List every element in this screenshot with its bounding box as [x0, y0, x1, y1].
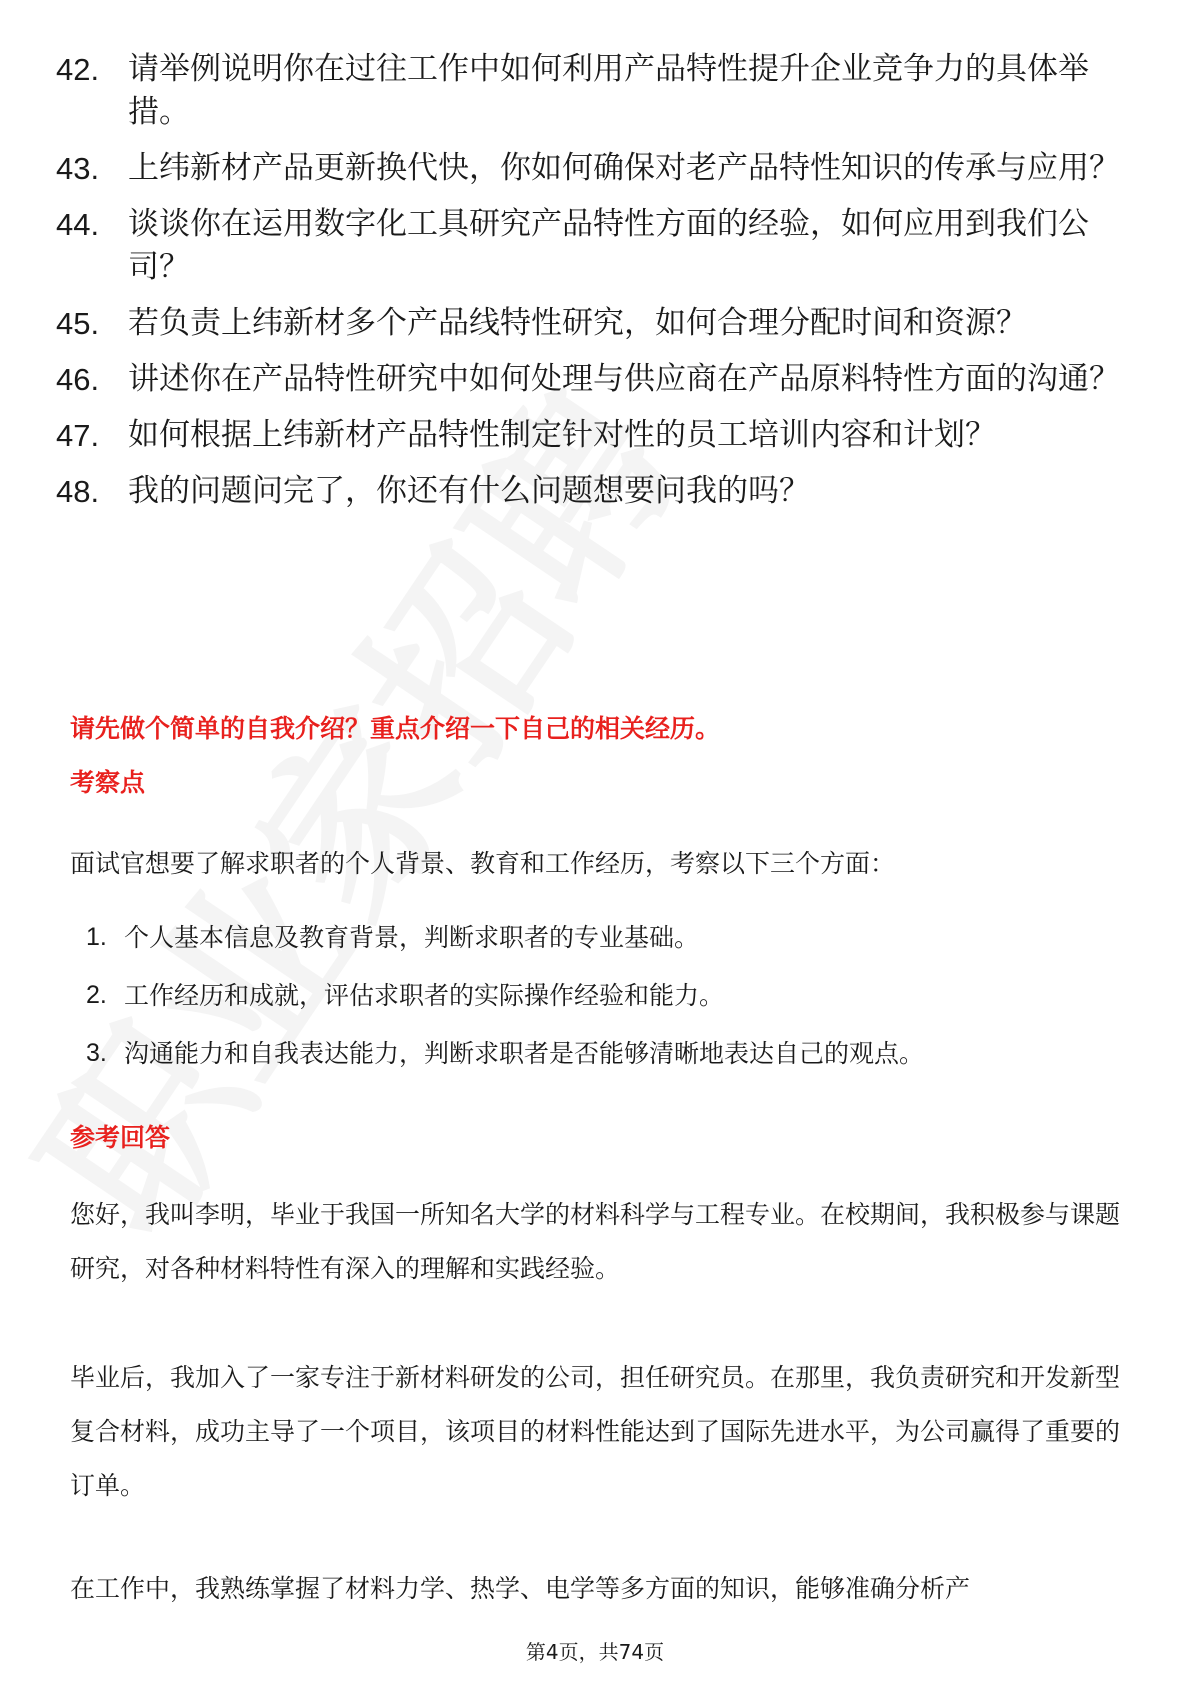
list-item-text: 沟通能力和自我表达能力，判断求职者是否能够清晰地表达自己的观点。: [124, 1039, 925, 1068]
list-item: [0, 920, 1190, 955]
list-item: [0, 1036, 1190, 1071]
question-item: [0, 414, 1190, 457]
list-item-number: 2.: [86, 981, 107, 1009]
question-text: 上纬新材产品更新换代快，你如何确保对老产品特性知识的传承与应用？: [128, 150, 1120, 186]
question-item: [0, 358, 1190, 401]
question-number: 47.: [56, 418, 100, 453]
question-item: [0, 147, 1190, 190]
question-item: [0, 470, 1190, 513]
assessment-list: [0, 920, 1190, 1094]
question-text: 谈谈你在运用数字化工具研究产品特性方面的经验，如何应用到我们公司？: [128, 206, 1089, 285]
question-number: 45.: [56, 306, 100, 341]
assessment-title: 考察点: [70, 768, 146, 797]
question-number: 44.: [56, 207, 100, 242]
page-footer: 第4页，共74页: [525, 1640, 665, 1664]
question-item: [0, 203, 1190, 289]
question-text: 请举例说明你在过往工作中如何利用产品特性提升企业竞争力的具体举措。: [128, 51, 1089, 130]
question-number: 46.: [56, 362, 100, 397]
question-item: [0, 48, 1190, 134]
question-item: [0, 302, 1190, 345]
question-number: 43.: [56, 151, 100, 186]
list-item-text: 个人基本信息及教育背景，判断求职者的专业基础。: [124, 923, 700, 952]
question-text: 如何根据上纬新材产品特性制定针对性的员工培训内容和计划？: [128, 417, 996, 453]
answer-paragraph: 您好，我叫李明，毕业于我国一所知名大学的材料科学与工程专业。在校期间，我积极参与课题研究，对各种材料特性有深入的理解和实践经验。: [70, 1200, 1121, 1283]
list-item-number: 1.: [86, 923, 107, 951]
list-item-number: 3.: [86, 1039, 107, 1067]
lead-question: 请先做个简单的自我介绍？重点介绍一下自己的相关经历。: [70, 714, 721, 743]
answer-title: 参考回答: [70, 1123, 171, 1152]
question-number: 42.: [56, 52, 100, 87]
answer-paragraph: 在工作中，我熟练掌握了材料力学、热学、电学等多方面的知识，能够准确分析产: [70, 1574, 971, 1603]
assessment-intro: 面试官想要了解求职者的个人背景、教育和工作经历，考察以下三个方面：: [70, 849, 896, 878]
question-text: 讲述你在产品特性研究中如何处理与供应商在产品原料特性方面的沟通？: [128, 361, 1120, 397]
list-item-text: 工作经历和成就，评估求职者的实际操作经验和能力。: [124, 981, 725, 1010]
list-item: [0, 978, 1190, 1013]
question-text: 我的问题问完了，你还有什么问题想要问我的吗？: [128, 473, 810, 509]
question-list: [0, 48, 1190, 526]
answer-paragraph: 毕业后，我加入了一家专注于新材料研发的公司，担任研究员。在那里，我负责研究和开发新型复合材料，成功主导了一个项目，该项目的材料性能达到了国际先进水平，为公司赢得了重要的订单。: [70, 1363, 1121, 1500]
question-text: 若负责上纬新材多个产品线特性研究，如何合理分配时间和资源？: [128, 305, 1027, 341]
question-number: 48.: [56, 474, 100, 509]
